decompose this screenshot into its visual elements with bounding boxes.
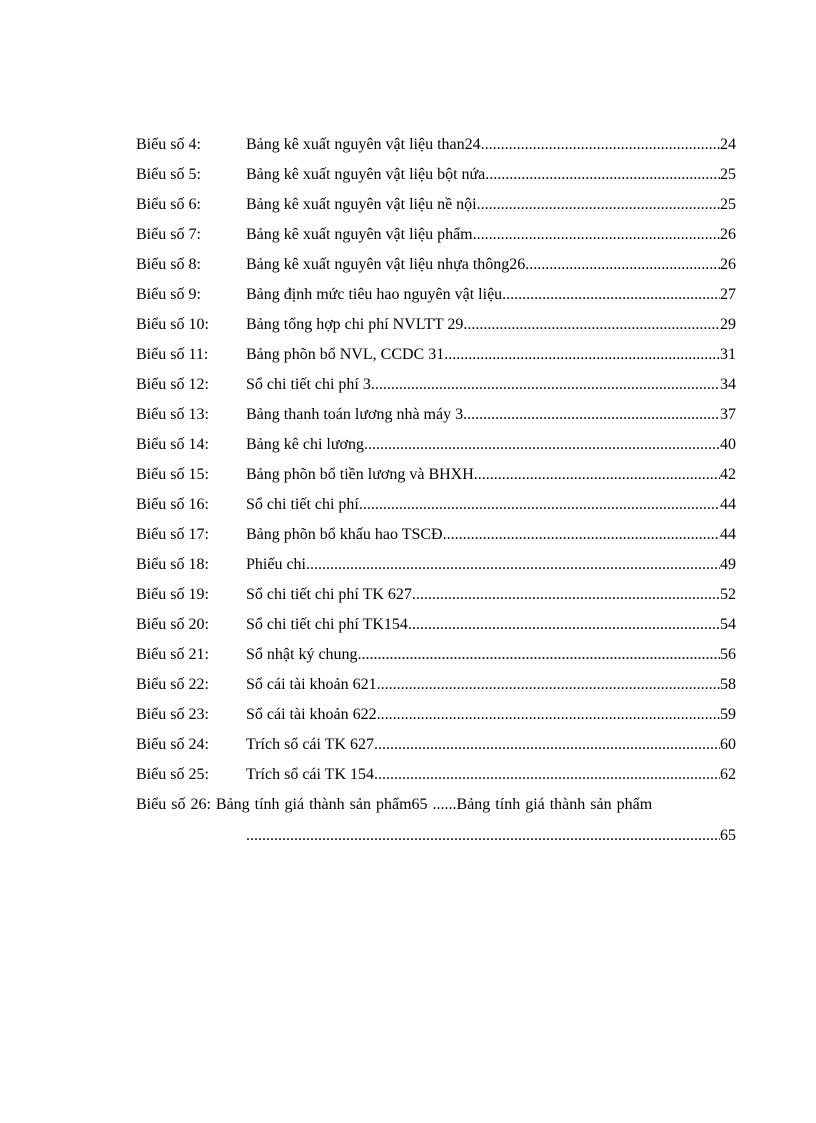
toc-entry-page: 31 xyxy=(720,346,736,363)
toc-entry-16 xyxy=(136,490,736,520)
dot-leader xyxy=(481,130,720,160)
toc-entry-label: Biểu số 13: xyxy=(136,406,209,423)
toc-entry-title: Sổ chi tiết chi phí 3 xyxy=(246,376,371,393)
dot-leader xyxy=(485,160,720,190)
toc-entry-15 xyxy=(136,460,736,490)
toc-entry-page: 25 xyxy=(720,196,736,213)
toc-entry-title: Trích sổ cái TK 627 xyxy=(246,736,374,753)
toc-entry-page: 60 xyxy=(720,736,736,753)
toc-entry-page: 25 xyxy=(720,166,736,183)
toc-entry-9 xyxy=(136,280,736,310)
dot-leader xyxy=(306,550,720,580)
toc-entry-label: Biểu số 22: xyxy=(136,676,209,693)
dot-leader xyxy=(474,460,720,490)
toc-entry-page: 40 xyxy=(720,436,736,453)
toc-entry-title: Sổ nhật ký chung xyxy=(246,646,358,663)
toc-entry-page: 37 xyxy=(720,406,736,423)
toc-entry-title: Bảng kê xuất nguyên vật liệu nề nội xyxy=(246,196,477,213)
toc-entry-label: Biểu số 25: xyxy=(136,766,209,783)
toc-entry-title: Bảng tổng hợp chi phí NVLTT 29 xyxy=(246,316,464,333)
toc-entry-8 xyxy=(136,250,736,280)
dot-leader xyxy=(525,250,720,280)
toc-entry-19 xyxy=(136,580,736,610)
toc-entry-12 xyxy=(136,370,736,400)
toc-entry-26-text: Biểu số 26: Bảng tính giá thành sản phẩm65 ......Bảng tính giá thành sản phẩm xyxy=(136,796,653,813)
toc-entry-title: Bảng kê xuất nguyên vật liệu phẩm xyxy=(246,226,473,243)
toc-entry-26 xyxy=(136,790,736,820)
toc-entry-20 xyxy=(136,610,736,640)
dot-leader xyxy=(444,340,720,370)
toc-entry-label: Biểu số 10: xyxy=(136,316,209,333)
toc-entry-17 xyxy=(136,520,736,550)
toc-entry-page: 26 xyxy=(720,256,736,273)
toc-entry-label: Biểu số 6: xyxy=(136,196,201,213)
toc-entry-26-continuation xyxy=(136,820,736,852)
dot-leader xyxy=(359,490,720,520)
table-of-figures xyxy=(136,130,736,852)
toc-entry-page: 44 xyxy=(720,496,736,513)
toc-entry-page: 58 xyxy=(720,676,736,693)
toc-entry-page: 52 xyxy=(720,586,736,603)
toc-entry-label: Biểu số 17: xyxy=(136,526,209,543)
toc-entry-page: 59 xyxy=(720,706,736,723)
toc-entry-label: Biểu số 9: xyxy=(136,286,201,303)
dot-leader xyxy=(408,610,720,640)
toc-entry-label: Biểu số 8: xyxy=(136,256,201,273)
toc-entry-label: Biểu số 21: xyxy=(136,646,209,663)
toc-entry-13 xyxy=(136,400,736,430)
dot-leader xyxy=(358,640,720,670)
toc-entry-page: 29 xyxy=(720,316,736,333)
toc-entry-page: 27 xyxy=(720,286,736,303)
dot-leader xyxy=(364,430,720,460)
toc-entry-title: Sổ cái tài khoản 622 xyxy=(246,706,377,723)
toc-entry-title: Bảng kê chi lương xyxy=(246,436,364,453)
toc-entry-title: Bảng phõn bổ tiền lương và BHXH xyxy=(246,466,474,483)
toc-entry-22 xyxy=(136,670,736,700)
toc-entry-title: Bảng kê xuất nguyên vật liệu nhựa thông26 xyxy=(246,256,526,273)
toc-entry-title: Bảng kê xuất nguyên vật liệu bột nứa xyxy=(246,166,486,183)
toc-entry-page: 62 xyxy=(720,766,736,783)
toc-entry-label: Biểu số 20: xyxy=(136,616,209,633)
toc-entry-label: Biểu số 4: xyxy=(136,136,201,153)
toc-entry-11 xyxy=(136,340,736,370)
toc-entry-page: 65 xyxy=(720,827,736,844)
toc-entry-23 xyxy=(136,700,736,730)
toc-entry-page: 34 xyxy=(720,376,736,393)
dot-leader xyxy=(377,700,720,730)
toc-entry-title: Sổ chi tiết chi phí TK154 xyxy=(246,616,408,633)
toc-entry-page: 26 xyxy=(720,226,736,243)
toc-entry-label: Biểu số 12: xyxy=(136,376,209,393)
dot-leader xyxy=(371,370,720,400)
toc-entry-label: Biểu số 7: xyxy=(136,226,201,243)
toc-entry-label: Biểu số 16: xyxy=(136,496,209,513)
dot-leader xyxy=(246,820,720,852)
toc-entry-title: Bảng thanh toán lương nhà máy 3 xyxy=(246,406,464,423)
toc-entry-label: Biểu số 24: xyxy=(136,736,209,753)
toc-entry-title: Sổ chi tiết chi phí xyxy=(246,496,359,513)
toc-entry-page: 49 xyxy=(720,556,736,573)
toc-entry-page: 42 xyxy=(720,466,736,483)
toc-entry-label: Biểu số 23: xyxy=(136,706,209,723)
toc-entry-page: 24 xyxy=(720,136,736,153)
toc-entry-25 xyxy=(136,760,736,790)
dot-leader xyxy=(473,220,720,250)
toc-entry-page: 54 xyxy=(720,616,736,633)
toc-entry-label: Biểu số 14: xyxy=(136,436,209,453)
toc-entry-title: Bảng định mức tiêu hao nguyên vật liệu xyxy=(246,286,503,303)
dot-leader xyxy=(477,190,720,220)
toc-entry-6 xyxy=(136,190,736,220)
toc-entry-4 xyxy=(136,130,736,160)
toc-entry-title: Trích sổ cái TK 154 xyxy=(246,766,374,783)
toc-entry-21 xyxy=(136,640,736,670)
toc-entry-label: Biểu số 18: xyxy=(136,556,209,573)
toc-entry-title: Bảng phõn bổ NVL, CCDC 31 xyxy=(246,346,445,363)
dot-leader xyxy=(374,730,720,760)
toc-entry-10 xyxy=(136,310,736,340)
toc-entry-label: Biểu số 11: xyxy=(136,346,209,363)
toc-entry-label: Biểu số 15: xyxy=(136,466,209,483)
toc-entry-title: Sổ chi tiết chi phí TK 627 xyxy=(246,586,412,603)
toc-entry-18 xyxy=(136,550,736,580)
dot-leader xyxy=(463,310,720,340)
dot-leader xyxy=(374,760,720,790)
dot-leader xyxy=(377,670,720,700)
dot-leader xyxy=(412,580,720,610)
toc-entry-24 xyxy=(136,730,736,760)
toc-entry-label: Biểu số 5: xyxy=(136,166,201,183)
toc-entry-14 xyxy=(136,430,736,460)
toc-entry-page: 56 xyxy=(720,646,736,663)
toc-entry-page: 44 xyxy=(720,526,736,543)
dot-leader xyxy=(443,520,720,550)
toc-entry-title: Bảng phõn bổ khấu hao TSCĐ xyxy=(246,526,443,543)
toc-entry-title: Sổ cái tài khoản 621 xyxy=(246,676,377,693)
toc-entry-title: Bảng kê xuất nguyên vật liệu than24 xyxy=(246,136,481,153)
toc-entry-label: Biểu số 19: xyxy=(136,586,209,603)
dot-leader xyxy=(502,280,720,310)
toc-entry-title: Phiếu chi xyxy=(246,556,306,573)
toc-entry-5 xyxy=(136,160,736,190)
dot-leader xyxy=(463,400,720,430)
toc-entry-7 xyxy=(136,220,736,250)
